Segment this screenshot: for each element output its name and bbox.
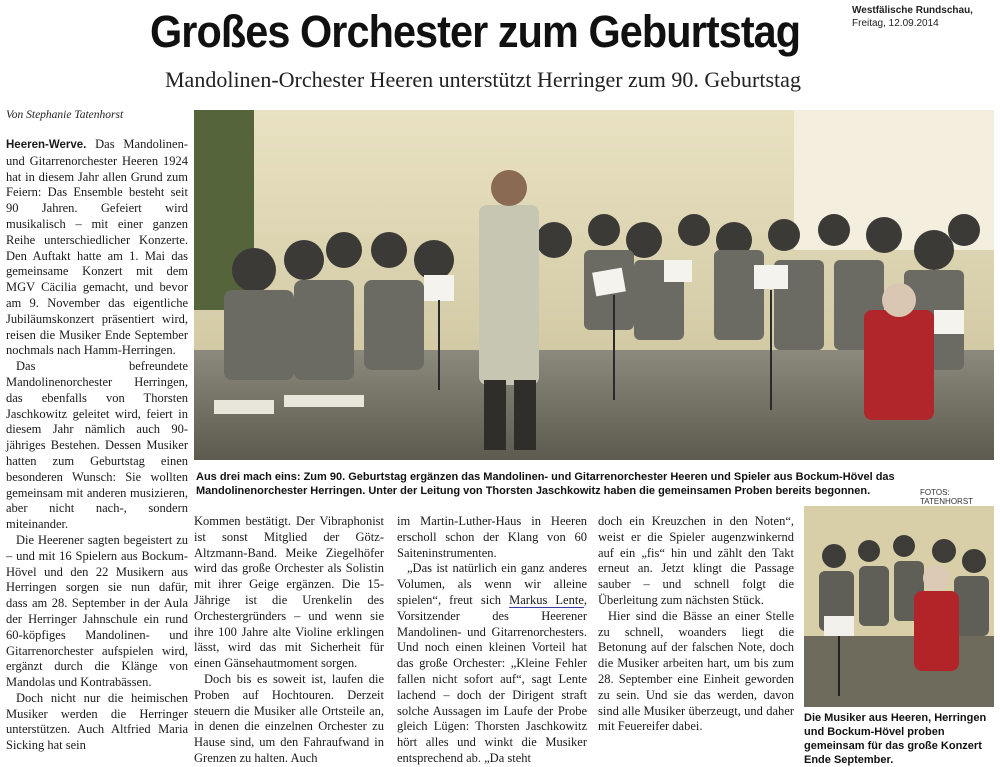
source-date: Freitag, 12.09.2014 — [852, 18, 939, 29]
byline: Von Stephanie Tatenhorst — [6, 109, 124, 121]
article-column-4 — [598, 514, 794, 735]
paragraph: „Das ist natürlich ein ganz anderes Volumen, als wenn wir alleine spielen“, freut sich Markus Lente, Vorsitzender des Heerener Mandolinen- und Gitarrenorchesters. Und noch einen kleinen Vorteil hat das große Orchester: „Kleine Fehler fallen nicht sofort auf“, sagt Lente lachend – doch der Dirigent straft solche Aussagen im Laufe der Probe gleich Lügen: Thorsten Jaschkowitz hört alles und winkt die Musiker entsprechend ab. „Da steht — [397, 561, 587, 765]
paragraph: Hier sind die Bässe an einer Stelle zu schnell, woanders liegt die Betonung auf der falschen Note, doch die Musiker arbeiten hart, um bis zum 28. September eine Einheit geworden zu sein. Und sie das werden, davon sind alle Musiker überzeugt, und daher mit Feuereifer dabei. — [598, 608, 794, 734]
orchestra-rehearsal-photo — [194, 110, 994, 460]
paragraph: Doch bis es soweit ist, laufen die Proben auf Hochtouren. Derzeit steuern die Musiker alle Ortsteile an, in denen die einzelnen Orchester zu Hause sind, um den Fahraufwand in Grenzen zu halten. Auch — [194, 671, 384, 765]
subheadline: Mandolinen-Orchester Heeren unterstützt Herringer zum 90. Geburtstag — [165, 67, 801, 92]
photo-caption: Aus drei mach eins: Zum 90. Geburtstag ergänzen das Mandolinen- und Gitarrenorchester Heeren und Spieler aus Bockum-Hövel das Mandolinenorchester Herringen. Unter der Leitung von Thorsten Jaschkowitz haben die gemeinsamen Proben bereits begonnen. — [196, 471, 895, 497]
dateline: Heeren-Werve. — [6, 139, 87, 151]
source-name: Westfälische Rundschau, — [852, 5, 973, 16]
paragraph: Das befreundete Mandolinenorchester Herringen, das ebenfalls von Thorsten Jaschkowitz geleitet wird, feiert in diesem Jahr nämlich auch 90-jähriges Bestehen. Dessen Musiker hatten zum Geburtstag einen besonderen Wunsch: Sie wollten gemeinsam mit anderen musizieren, aber nicht nach-, sondern miteinander. — [6, 359, 188, 532]
photo-credit: FOTOS: TATENHORST — [920, 488, 974, 506]
highlighted-name: Markus Lente — [509, 592, 584, 607]
small-photo-caption: Die Musiker aus Heeren, Herringen und Bockum-Hövel proben gemeinsam für das große Konzert Ende September. — [804, 712, 987, 766]
article-column-1 — [6, 137, 188, 754]
paragraph: im Martin-Luther-Haus in Heeren erscholl schon der Klang von 60 Saiteninstrumenten. — [397, 514, 587, 560]
paragraph: Doch nicht nur die heimischen Musiker werden die Herringer unterstützen. Auch Altfried Maria Sicking hat sein — [6, 690, 188, 753]
headline: Großes Orchester zum Geburtstag — [150, 6, 801, 57]
paragraph: doch ein Kreuzchen in den Noten“, weist er die Spieler augenzwinkernd auf ein „fis“ hin und zählt den Takt erneut an. Jetzt klingt die Passage sauber – und schnell folgt die Überleitung zum nächsten Stück. — [598, 514, 794, 607]
article-column-3 — [397, 514, 587, 767]
paragraph: Kommen bestätigt. Der Vibraphonist ist sonst Mitglied der Götz-Altzmann-Band. Meike Ziegelhöfer wird das große Orchester als Solistin mit ihrer Geige ergänzen. Die 15-Jährige ist die Urenkelin des Orchestergründers – und wenn sie ihre 100 Jahre alte Violine erklingen lässt, wird das mit Sicherheit für einen Gänsehautmoment sorgen. — [194, 514, 384, 671]
article-column-2 — [194, 514, 384, 767]
rehearsal-detail-photo — [804, 506, 994, 707]
paragraph: Die Heerener sagten begeistert zu – und mit 16 Spielern aus Bockum-Hövel und den 22 Musikern aus Herringen sorgen sie nun dafür, dass am 28. September in der Aula der Herringer Jahnschule ein rund 60-köpfiges Mandolinen- und Gitarrenorchester aufspielen wird, ergänzt durch die Klänge von Mandolas und Kontrabässen. — [6, 532, 188, 690]
paragraph: Das Mandolinen- und Gitarrenorchester Heeren 1924 hat in diesem Jahr allen Grund zum Feiern: Das Ensemble besteht seit 90 Jahren. Gefeiert wird musikalisch – mit einer ganzen Reihe unterschiedlicher Konzerte. Den Auftakt hatte am 1. Mai das gemeinsame Konzert mit dem MGV Cäcilia gemacht, und bevor am 9. November das eigentliche Jubiläumskonzert präsentiert wird, reisen die Musiker Ende September nochmals nach Hamm-Herringen. — [6, 137, 188, 358]
source-info — [852, 4, 997, 30]
